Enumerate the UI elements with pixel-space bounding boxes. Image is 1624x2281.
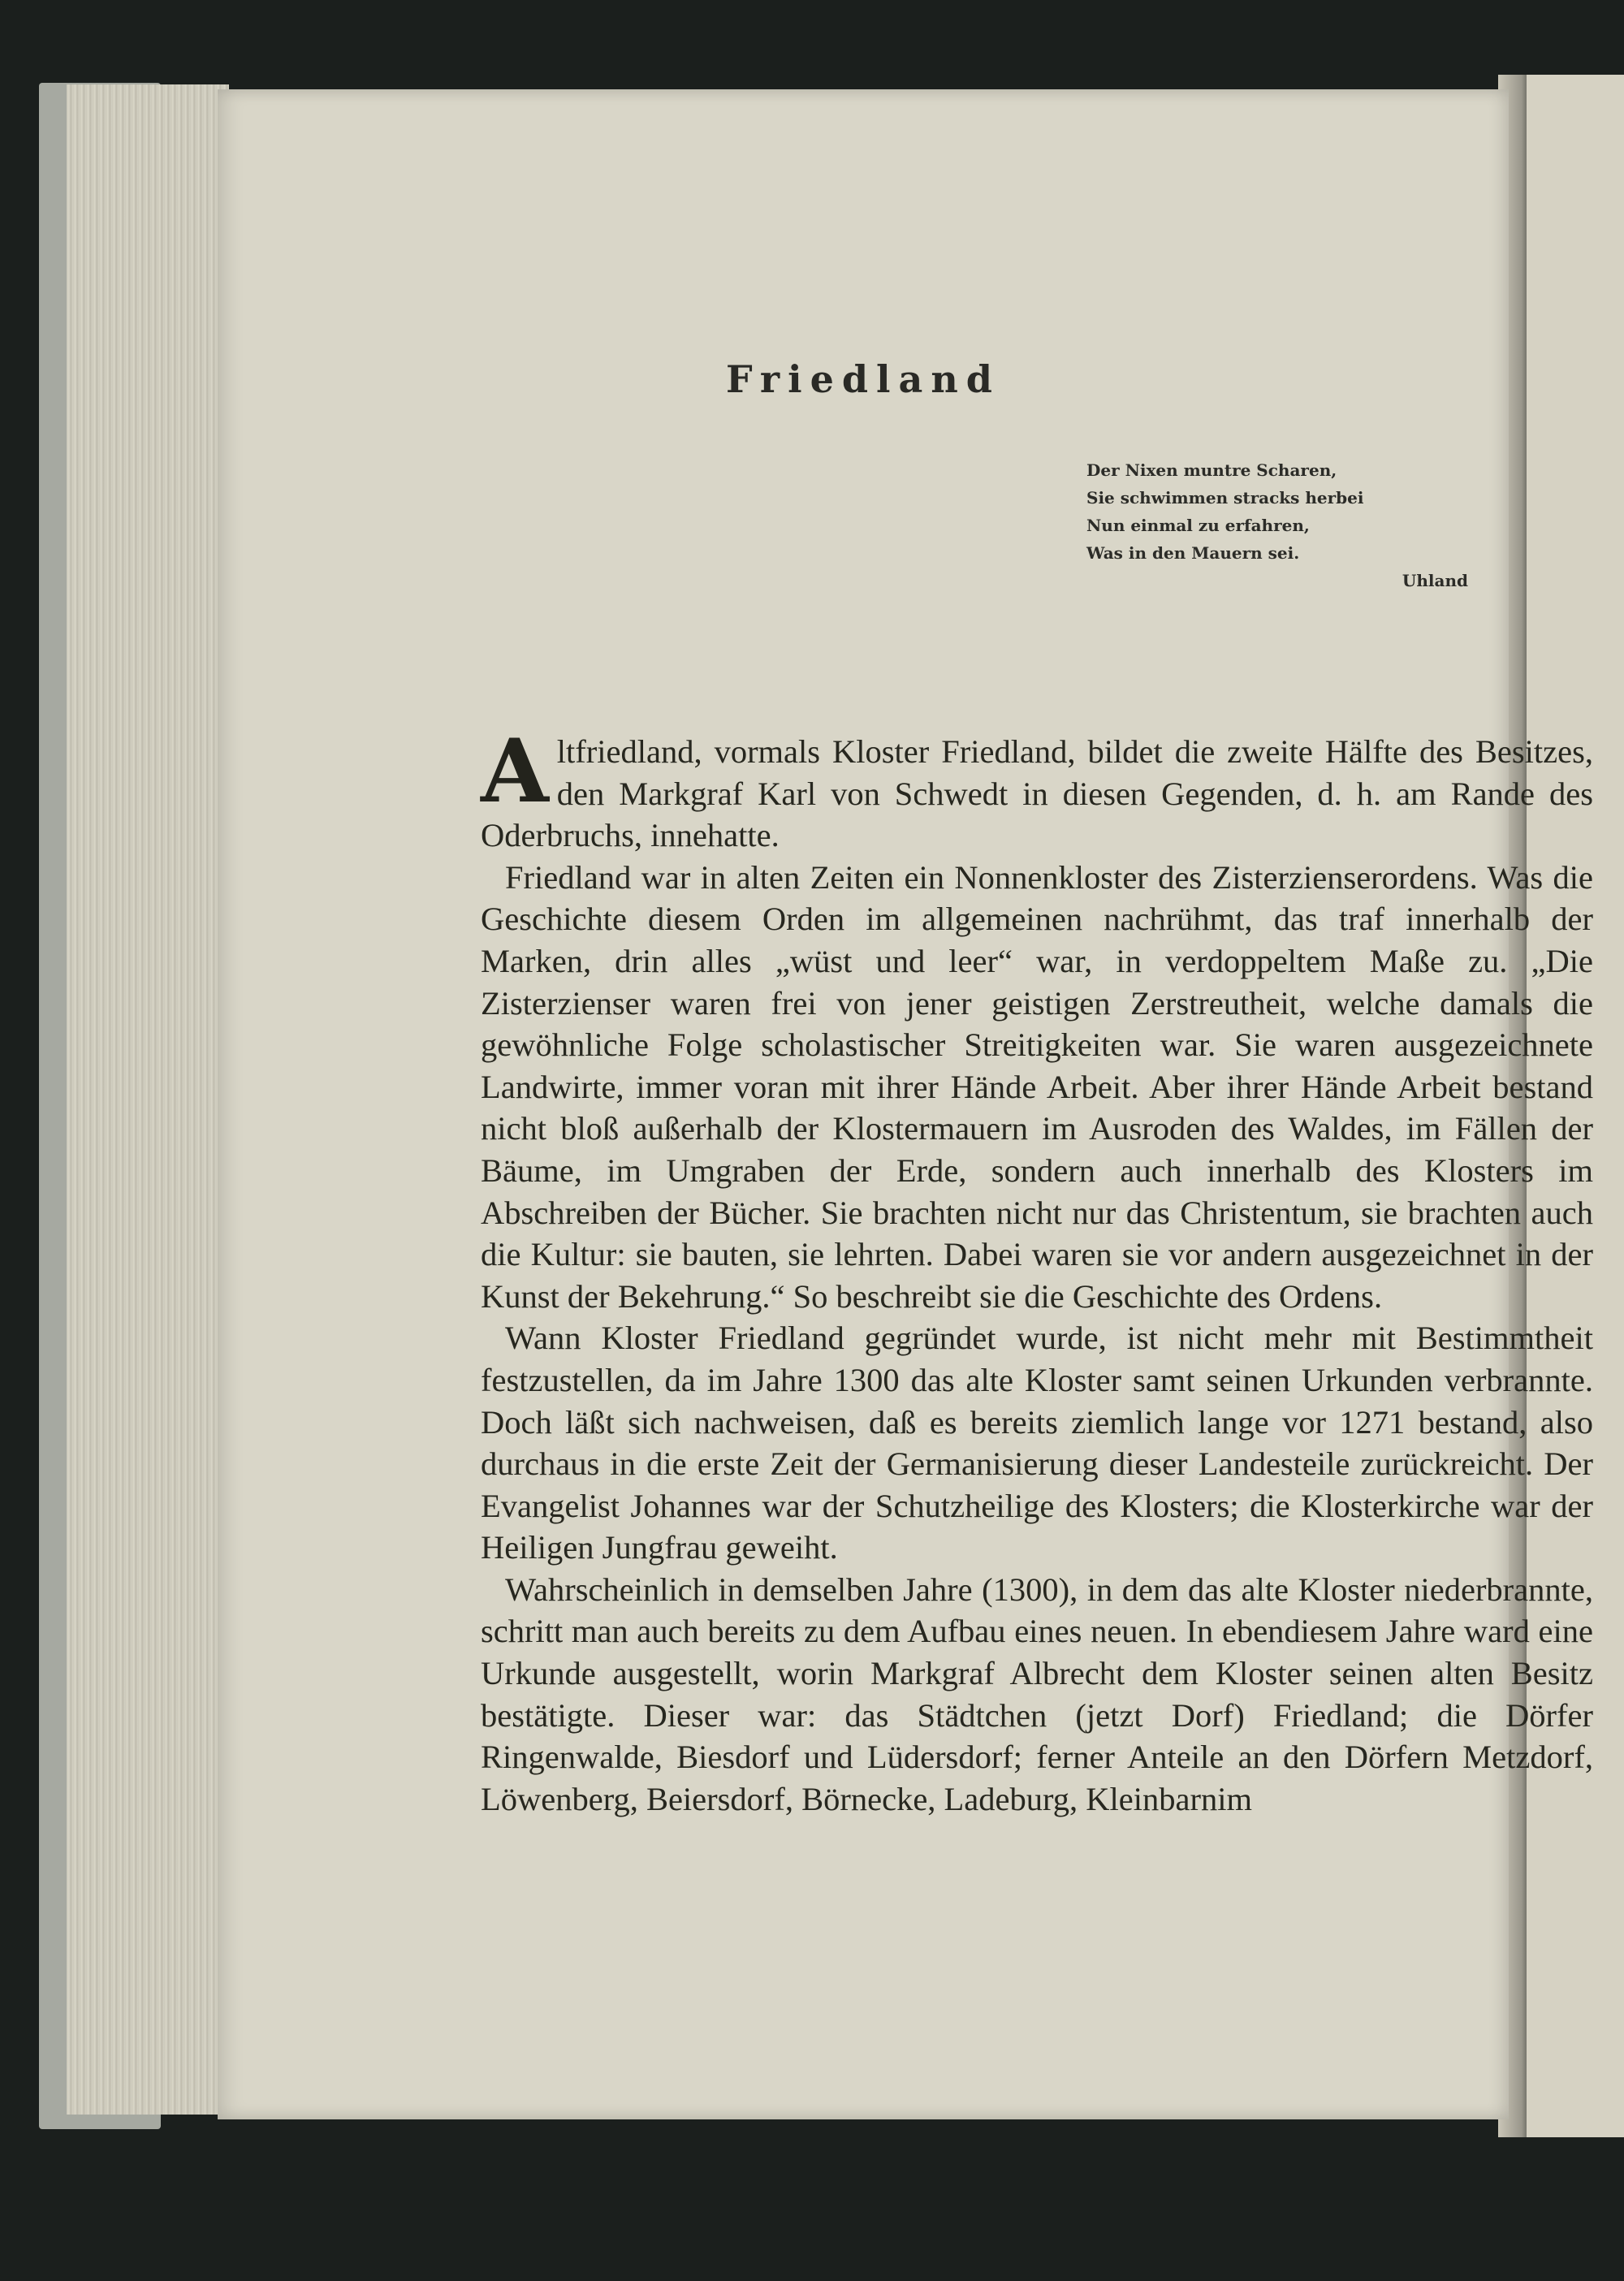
page-edges xyxy=(67,84,229,2115)
epigraph-line: Der Nixen muntre Scharen, xyxy=(1086,460,1337,480)
paragraph-1 xyxy=(481,720,1593,857)
book-page xyxy=(218,89,1593,2119)
paragraph-2: Friedland war in alten Zeiten ein Nonnenkloster des Zisterzienserordens. Was die Geschichte diesem Orden im allgemeinen nachrühmt, das traf innerhalb der Marken, drin alles „wüst und leer“ war, in verdoppeltem Maße zu. „Die Zisterzienser waren frei von jener geistigen Zerstreutheit, welche damals die gewöhnliche Folge scholastischer Streitigkeiten war. Sie waren ausgezeichnete Landwirte, immer voran mit ihrer Hände Arbeit. Aber ihrer Hände Arbeit bestand nicht bloß außerhalb der Klostermauern im Ausroden des Waldes, im Fällen der Bäume, im Umgraben der Erde, sondern auch innerhalb des Klosters im Abschreiben der Bücher. Sie brachten nicht nur das Christentum, sie brachten auch die Kultur: sie bauten, sie lehrten. Dabei waren sie vor andern ausgezeichnet in der Kunst der Bekehrung.“ So beschreibt sie die Geschichte des Ordens. xyxy=(481,858,1593,1315)
epigraph-line: Nun einmal zu erfahren, xyxy=(1086,516,1310,535)
paragraph-4: Wahrscheinlich in demselben Jahre (1300), in dem das alte Kloster niederbrannte, schritt man auch bereits zu dem Aufbau eines neuen. In ebendiesem Jahre ward eine Urkunde ausgestellt, worin Markgraf Albrecht dem Kloster seinen alten Besitz bestätigte. Dieser war: das Städtchen (jetzt Dorf) Friedland; die Dörfer Ringenwalde, Biesdorf und Lüdersdorf; ferner Anteile an den Dörfern Metzdorf, Löwenberg, Beiersdorf, Börnecke, Ladeburg, Kleinbarnim xyxy=(481,1570,1593,1817)
chapter-title: Friedland xyxy=(726,357,1000,401)
epigraph-author: Uhland xyxy=(1402,571,1468,590)
paragraph-3: Wann Kloster Friedland gegründet wurde, ist nicht mehr mit Bestimmtheit festzustellen, da im Jahre 1300 das alte Kloster samt seinen Urkunden verbrannte. Doch läßt sich nachweisen, daß es bereits ziemlich lange vor 1271 bestand, also durchaus in die erste Zeit der Germanisierung dieser Landesteile zurückreicht. Der Evangelist Johannes war der Schutzheilige des Klosters; die Klosterkirche war der Heiligen Jungfrau geweiht. xyxy=(481,1320,1593,1566)
epigraph-line: Was in den Mauern sei. xyxy=(1086,543,1300,563)
epigraph xyxy=(1086,456,1468,594)
epigraph-line: Sie schwimmen stracks herbei xyxy=(1086,488,1364,508)
body-text xyxy=(481,720,1593,1820)
drop-cap: A xyxy=(481,720,549,823)
paragraph-text: ltfriedland, vormals Kloster Friedland, bildet die zweite Hälfte des Besitzes, den Markgraf Karl von Schwedt in diesen Gegenden, d. h. am Rande des Oderbruchs, innehatte. xyxy=(481,733,1593,854)
